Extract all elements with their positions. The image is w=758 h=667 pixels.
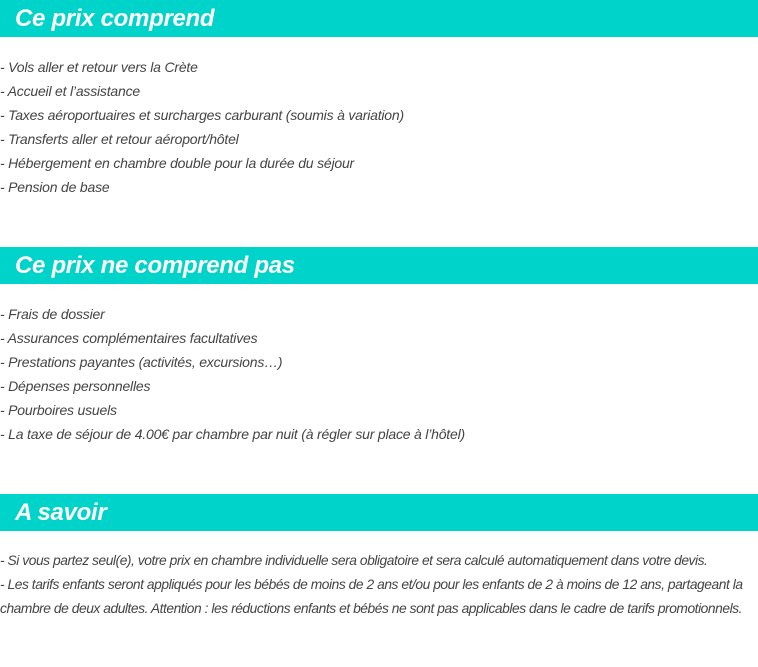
list-item: - Vols aller et retour vers la Crète [0,59,198,75]
not-included-list [0,302,758,446]
section-included [0,0,758,199]
paragraph: - Les tarifs enfants seront appliqués pour les bébés de moins de 2 ans et/ou pour les enfants de 2 à moins de 12 ans, partageant la chambre de deux adultes. Attention : les réductions enfants et bébés ne sont pas applicables dans le cadre de tarifs promotionnels. [0,577,743,616]
list-item: - Transferts aller et retour aéroport/hôtel [0,131,239,147]
section-title: A savoir [0,494,758,531]
paragraph: - Si vous partez seul(e), votre prix en chambre individuelle sera obligatoire et sera calculé automatiquement dans votre devis. [0,553,708,568]
included-list [0,55,758,199]
list-item: - Taxes aéroportuaires et surcharges carburant (soumis à variation) [0,107,404,123]
section-title: Ce prix ne comprend pas [0,247,758,284]
list-item: - Dépenses personnelles [0,378,151,394]
list-item: - Prestations payantes (activités, excursions…) [0,354,283,370]
list-item: - Assurances complémentaires facultatives [0,330,258,346]
section-not-included [0,247,758,446]
list-item: - Accueil et l’assistance [0,83,140,99]
list-item: - Pourboires usuels [0,402,117,418]
list-item: - Pension de base [0,179,110,195]
list-item: - Hébergement en chambre double pour la durée du séjour [0,155,355,171]
good-to-know-text [0,549,758,621]
list-item: - Frais de dossier [0,306,105,322]
section-title: Ce prix comprend [0,0,758,37]
section-good-to-know [0,494,758,621]
list-item: - La taxe de séjour de 4.00€ par chambre par nuit (à régler sur place à l’hôtel) [0,426,465,442]
